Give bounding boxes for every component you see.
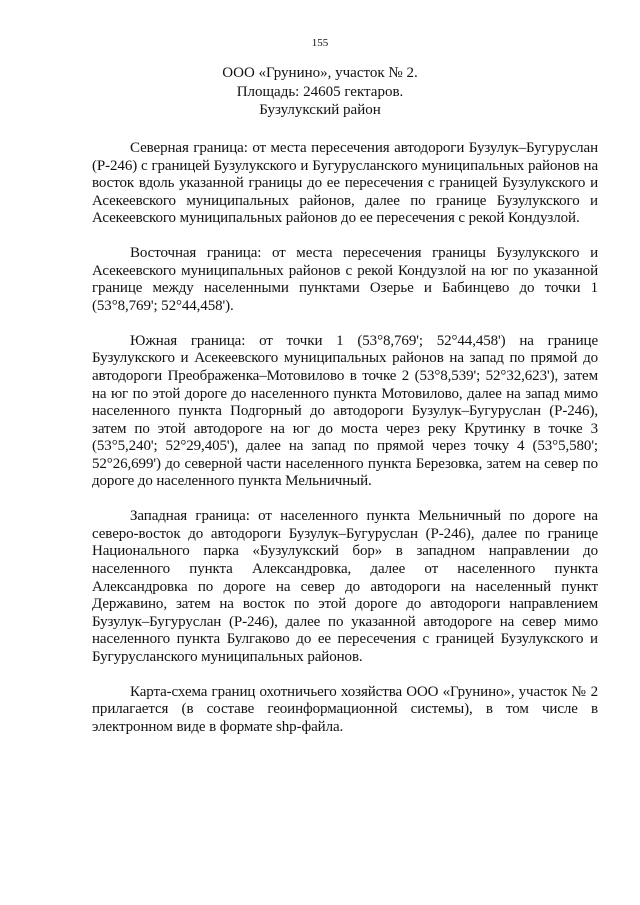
header-area: Площадь: 24605 гектаров. — [236, 83, 404, 100]
paragraph-western-border: Западная граница: от населенного пункта Мельничный по дороге на северо-восток до автодороги Бузулук–Бугуруслан (Р-246), далее по границе Национального парка «Бузулукский бор» в западном направлении до населенного пункта Александровка, далее от населенного пункта Александровка по дороге на север до автодороги на населенный пункт Державино, затем на восток по этой дороге до автодороги направлением Бузулук–Бугуруслан (Р-246), далее по указанной автодороге на север мимо населенного пункта Булгаково до ее пересечения с границей Бузулукского и Бугурусланского муниципальных районов. — [92, 508, 598, 665]
header-district: Бузулукский район — [259, 102, 381, 118]
paragraph-map-note: Карта-схема границ охотничьего хозяйства ООО «Грунино», участок № 2 прилагается (в составе геоинформационной системы), в том числе в электронном виде в формате shp-файла. — [92, 683, 598, 735]
paragraph-northern-border: Северная граница: от места пересечения автодороги Бузулук–Бугуруслан (Р-246) с границей Бузулукского и Бугурусланского муниципальных районов на восток вдоль указанной границы до ее пересечения с границей Бузулукского и Асекеевского муниципальных районов, далее по границе Бузулукского и Асекеевского муниципальных районов до ее пересечения с рекой Кондузлой. — [92, 140, 598, 227]
header-organization: ООО «Грунино», участок № 2. — [222, 65, 418, 81]
paragraph-southern-border: Южная граница: от точки 1 (53°8,769'; 52°44,458') на границе Бузулукского и Асекеевского муниципальных районов на запад по прямой до автодороги Преображенка–Мотовилово в точке 2 (53°8,539'; 52°32,623'), затем на юг по этой дороге до населенного пункта Мотовилово, далее на запад мимо населенного пункта Подгорный до автодороги Бузулук–Бугуруслан (Р-246), затем по этой автодороге на юг до моста через реку Крутинку в точке 3 (53°5,240'; 52°29,405'), далее на запад по прямой через точку 4 (53°5,580'; 52°26,699') до северной части населенного пункта Березовка, затем на север по дороге до населенного пункта Мельничный. — [92, 332, 598, 490]
page-number: 155 — [311, 37, 329, 49]
document-header — [40, 64, 600, 120]
paragraph-eastern-border: Восточная граница: от места пересечения границы Бузулукского и Асекеевского муниципальных районов с рекой Кондузлой на юг по указанной границе между населенными пунктами Озерье и Бабинцево до точки 1 (53°8,769'; 52°44,458'). — [92, 245, 598, 314]
document-body — [92, 140, 598, 754]
